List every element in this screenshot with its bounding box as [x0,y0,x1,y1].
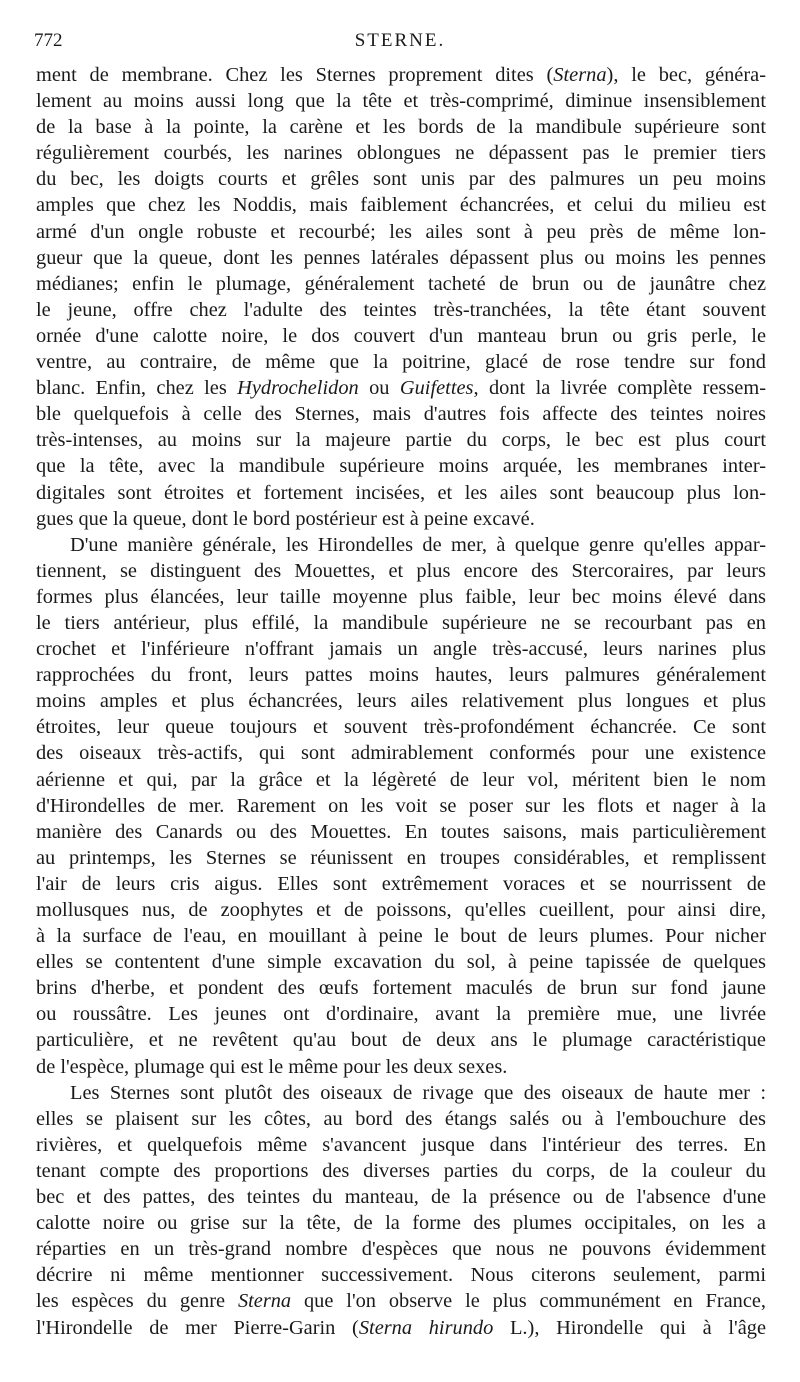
body-text [36,62,766,1341]
text-line [36,819,766,845]
text-line [36,192,766,218]
text-run: des oiseaux très-actifs, qui sont admirablement conformés pour une existence [36,742,766,765]
text-run: étroites, leur queue toujours et souvent très-profondément échancrée. Ce sont [36,716,766,739]
text-run: au printemps, les Sternes se réunissent en troupes considérables, et remplissent [36,846,766,869]
text-line [36,897,766,923]
text-run: le tiers antérieur, plus effilé, la mandibule supérieure ne se recourbant pas en [36,611,766,634]
text-run: moins amples et plus échancrées, leurs ailes relativement plus longues et plus [36,690,766,713]
text-line [36,1080,766,1106]
text-line [36,245,766,271]
text-line [36,845,766,871]
text-line [36,1158,766,1184]
text-line [36,271,766,297]
text-run: que la tête, avec la mandibule supérieure moins arquée, les membranes inter- [36,455,766,478]
text-run: du bec, les doigts courts et grêles sont unis par des palmures un peu moins [36,168,766,191]
text-line [36,1262,766,1288]
text-run: décrire ni même mentionner successivement. Nous citerons seulement, parmi [36,1264,766,1287]
text-run: de l'espèce, plumage qui est le même pour les deux sexes. [36,1055,508,1078]
text-line [36,297,766,323]
running-title: STERNE. [354,30,446,51]
paragraph [36,1080,766,1341]
text-run: les espèces du genre [36,1290,238,1313]
text-run: digitales sont étroites et fortement incisées, et les ailes sont beaucoup plus lon- [36,481,766,504]
text-line [36,114,766,140]
text-run: ), le bec, généra- [606,64,766,86]
text-line [36,349,766,375]
text-run: crochet et l'inférieure n'offrant jamais un angle très-accusé, leurs narines plus [36,638,766,661]
text-run: que l'on observe le plus communément en France, [291,1290,767,1313]
text-run: lement au moins aussi long que la tête et très-comprimé, diminue insensiblement [36,90,766,113]
text-run: Les Sternes sont plutôt des oiseaux de rivage que des oiseaux de haute mer : [70,1081,766,1104]
text-line [36,1210,766,1236]
text-run: bec et des pattes, des teintes du manteau, de la présence ou de l'absence d'une [36,1186,766,1209]
text-run: réparties en un très-grand nombre d'espèces que nous ne pouvons évidemment [36,1238,766,1261]
text-line [36,1132,766,1158]
text-line [36,662,766,688]
text-line [36,1236,766,1262]
text-run: ment de membrane. Chez les Sternes proprement dites ( [36,64,554,86]
italic-term: Hydrochelidon [237,377,359,400]
text-run: rivières, et quelquefois même s'avancent jusque dans l'intérieur des terres. En [36,1133,766,1156]
text-line [36,740,766,766]
italic-term: Guifettes [399,377,474,400]
text-run: médianes; enfin le plumage, généralement tacheté de brun ou de jaunâtre chez [36,272,766,295]
text-line [36,793,766,819]
text-line [36,636,766,662]
text-run: manière des Canards ou des Mouettes. En toutes saisons, mais particulièrement [36,820,766,843]
text-run: tenant compte des proportions des diverses parties du corps, de la couleur du [36,1159,766,1182]
text-run: ventre, au contraire, de même que la poitrine, glacé de rose tendre sur fond [36,351,766,374]
text-run: le jeune, offre chez l'adulte des teintes très-tranchées, la tête étant souvent [36,298,766,321]
text-run: brins d'herbe, et pondent des œufs fortement maculés de brun sur fond jaune [36,977,766,1000]
text-run: armé d'un ongle robuste et recourbé; les ailes sont à peu près de même lon- [36,220,766,243]
text-line [36,506,766,532]
text-line [36,558,766,584]
text-line [36,1106,766,1132]
text-run: L.), Hirondelle qui à l'âge [493,1316,766,1339]
text-run: elles se plaisent sur les côtes, au bord des étangs salés ou à l'embouchure des [36,1107,766,1130]
text-run: rapprochées du front, leurs pattes moins hautes, leurs palmures généralement [36,664,766,687]
text-run: gueur que la queue, dont les pennes latérales dépassent plus ou moins les pennes [36,246,766,269]
text-run: aérienne et qui, par la grâce et la légèreté de leur vol, méritent bien le nom [36,768,766,791]
text-line [36,323,766,349]
text-line [36,949,766,975]
italic-term: Sterna [237,1290,292,1313]
text-run: D'une manière générale, les Hirondelles de mer, à quelque genre qu'elles appar- [70,533,766,556]
text-line [36,1184,766,1210]
text-run: blanc. Enfin, chez les [36,377,238,400]
text-line [36,480,766,506]
text-run: ou roussâtre. Les jeunes ont d'ordinaire, avant la première mue, une livrée [36,1003,766,1026]
text-line [36,767,766,793]
text-line [36,923,766,949]
text-run: gues que la queue, dont le bord postérieur est à peine excavé. [36,507,535,530]
text-run: d'Hirondelles de mer. Rarement on les voit se poser sur les flots et nager à la [36,794,766,817]
text-run: l'Hirondelle de mer Pierre-Garin ( [36,1316,359,1339]
text-run: ou [358,377,400,400]
text-line [36,1027,766,1053]
text-line [36,610,766,636]
running-head [34,30,766,54]
text-line [36,62,766,88]
text-line [36,219,766,245]
text-line [36,1001,766,1027]
italic-term: Sterna [553,64,607,86]
text-line [36,166,766,192]
text-line [36,401,766,427]
text-run: l'air de leurs cris aigus. Elles sont extrêmement voraces et se nourrissent de [36,872,766,895]
text-run: tiennent, se distinguent des Mouettes, et plus encore des Stercoraires, par leurs [36,559,766,582]
text-run: régulièrement courbés, les narines oblongues ne dépassent pas le premier tiers [36,142,766,165]
text-line [36,1288,766,1314]
text-line [36,375,766,401]
text-run: calotte noire ou grise sur la tête, de la forme des plumes occipitales, on les a [36,1212,766,1235]
paragraph [36,532,766,1080]
text-line [36,532,766,558]
text-run: formes plus élancées, leur taille moyenne plus faible, leur bec moins élevé dans [36,585,766,608]
text-line [36,584,766,610]
italic-term: Sterna hirundo [358,1316,494,1339]
text-run: à la surface de l'eau, en mouillant à peine le bout de leurs plumes. Pour nicher [36,925,766,948]
text-run: , dont la livrée complète ressem- [473,377,766,400]
page-number: 772 [34,30,63,51]
paragraph [36,62,766,532]
text-line [36,975,766,1001]
text-run: ornée d'une calotte noire, le dos couvert d'un manteau brun ou gris perle, le [36,324,766,347]
text-run: très-intenses, au moins sur la majeure partie du corps, le bec est plus court [36,429,766,452]
text-run: particulière, et ne revêtent qu'au bout de deux ans le plumage caractéristique [36,1029,766,1052]
text-line [36,453,766,479]
text-line [36,1054,766,1080]
text-line [36,1315,766,1341]
text-run: amples que chez les Noddis, mais faiblement échancrées, et celui du milieu est [36,194,766,217]
text-line [36,714,766,740]
text-run: de la base à la pointe, la carène et les bords de la mandibule supérieure sont [36,116,766,139]
text-run: mollusques nus, de zoophytes et de poissons, qu'elles cueillent, pour ainsi dire, [36,899,766,921]
text-run: elles se contentent d'une simple excavation du sol, à peine tapissée de quelques [36,951,766,974]
text-line [36,871,766,897]
text-run: ble quelquefois à celle des Sternes, mais d'autres fois affecte des teintes noires [36,403,766,426]
text-line [36,427,766,453]
text-line [36,88,766,114]
text-line [36,688,766,714]
text-line [36,140,766,166]
